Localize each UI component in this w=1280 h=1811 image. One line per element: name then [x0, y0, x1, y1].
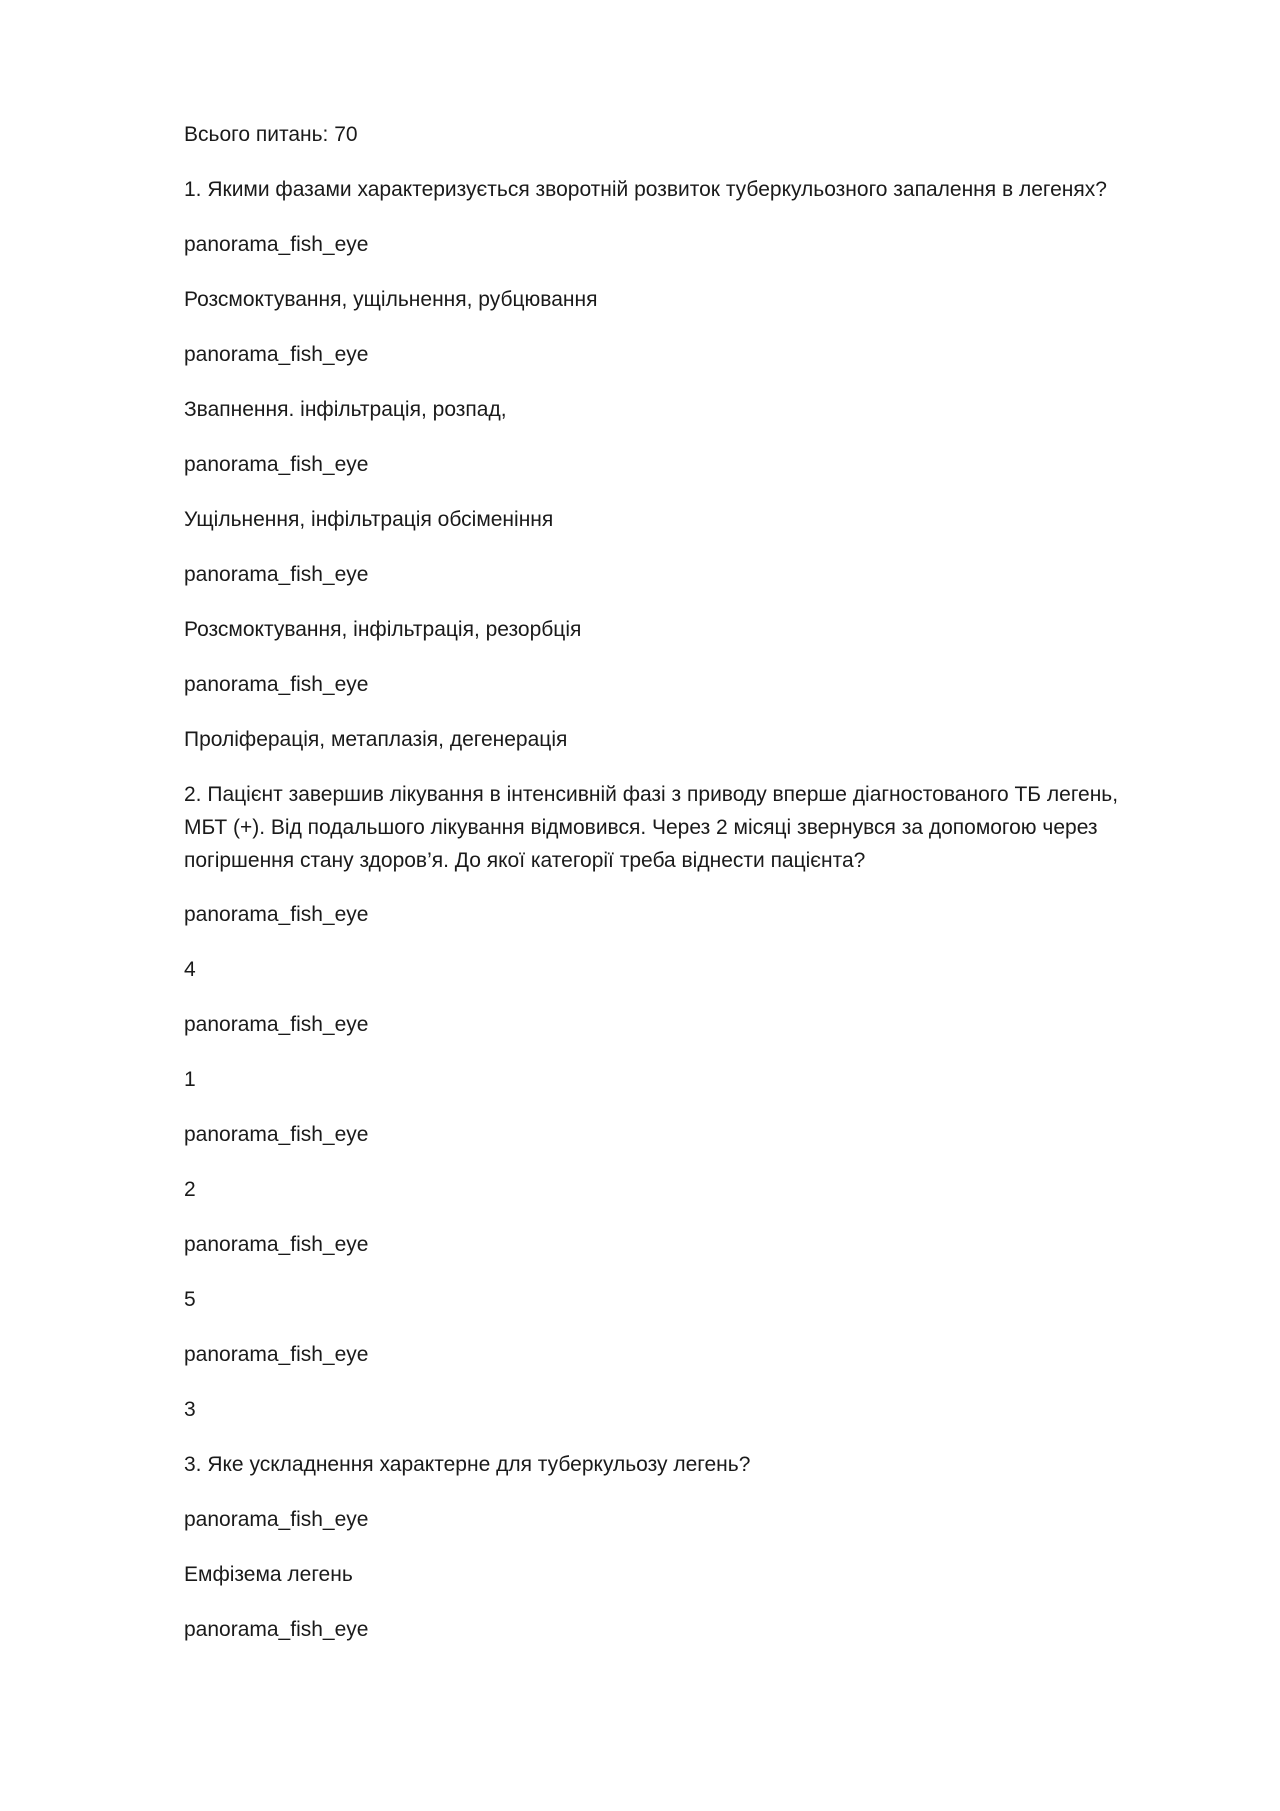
question-2-option-1[interactable]: 4	[184, 958, 196, 981]
question-1-text: 1. Якими фазами характеризується зворотній розвиток туберкульозного запалення в легенях?	[184, 178, 1107, 201]
question-1-option-1[interactable]: Розсмоктування, ущільнення, рубцювання	[184, 288, 598, 311]
question-2-option-2[interactable]: 1	[184, 1068, 196, 1091]
option-marker-icon[interactable]: panorama_fish_eye	[184, 1343, 369, 1366]
question-1-option-3[interactable]: Ущільнення, інфільтрація обсіменіння	[184, 508, 554, 531]
option-marker-icon[interactable]: panorama_fish_eye	[184, 1618, 369, 1641]
question-3-option-1[interactable]: Емфізема легень	[184, 1563, 353, 1586]
question-2-option-4[interactable]: 5	[184, 1288, 196, 1311]
option-marker-icon[interactable]: panorama_fish_eye	[184, 903, 369, 926]
option-marker-icon[interactable]: panorama_fish_eye	[184, 343, 369, 366]
option-marker-icon[interactable]: panorama_fish_eye	[184, 453, 369, 476]
question-2-text: 2. Пацієнт завершив лікування в інтенсивній фазі з приводу вперше діагностованого ТБ легень, МБТ (+). Від подальшого лікування відмовився. Через 2 місяці звернувся за допомогою через погіршення стану здоров’я. До якої категорії треба віднести пацієнта?	[184, 783, 1119, 872]
option-marker-icon[interactable]: panorama_fish_eye	[184, 563, 369, 586]
question-1-option-4[interactable]: Розсмоктування, інфільтрація, резорбція	[184, 618, 582, 641]
option-marker-icon[interactable]: panorama_fish_eye	[184, 1013, 369, 1036]
option-marker-icon[interactable]: panorama_fish_eye	[184, 673, 369, 696]
option-marker-icon[interactable]: panorama_fish_eye	[184, 233, 369, 256]
question-3-text: 3. Яке ускладнення характерне для туберкульозу легень?	[184, 1453, 751, 1476]
total-questions: Всього питань: 70	[184, 123, 358, 146]
option-marker-icon[interactable]: panorama_fish_eye	[184, 1233, 369, 1256]
question-2-option-3[interactable]: 2	[184, 1178, 196, 1201]
question-1-option-5[interactable]: Проліферація, метаплазія, дегенерація	[184, 728, 568, 751]
document-page	[184, 118, 1144, 1668]
option-marker-icon[interactable]: panorama_fish_eye	[184, 1508, 369, 1531]
question-1-option-2[interactable]: Звапнення. інфільтрація, розпад,	[184, 398, 507, 421]
question-2-option-5[interactable]: 3	[184, 1398, 196, 1421]
option-marker-icon[interactable]: panorama_fish_eye	[184, 1123, 369, 1146]
